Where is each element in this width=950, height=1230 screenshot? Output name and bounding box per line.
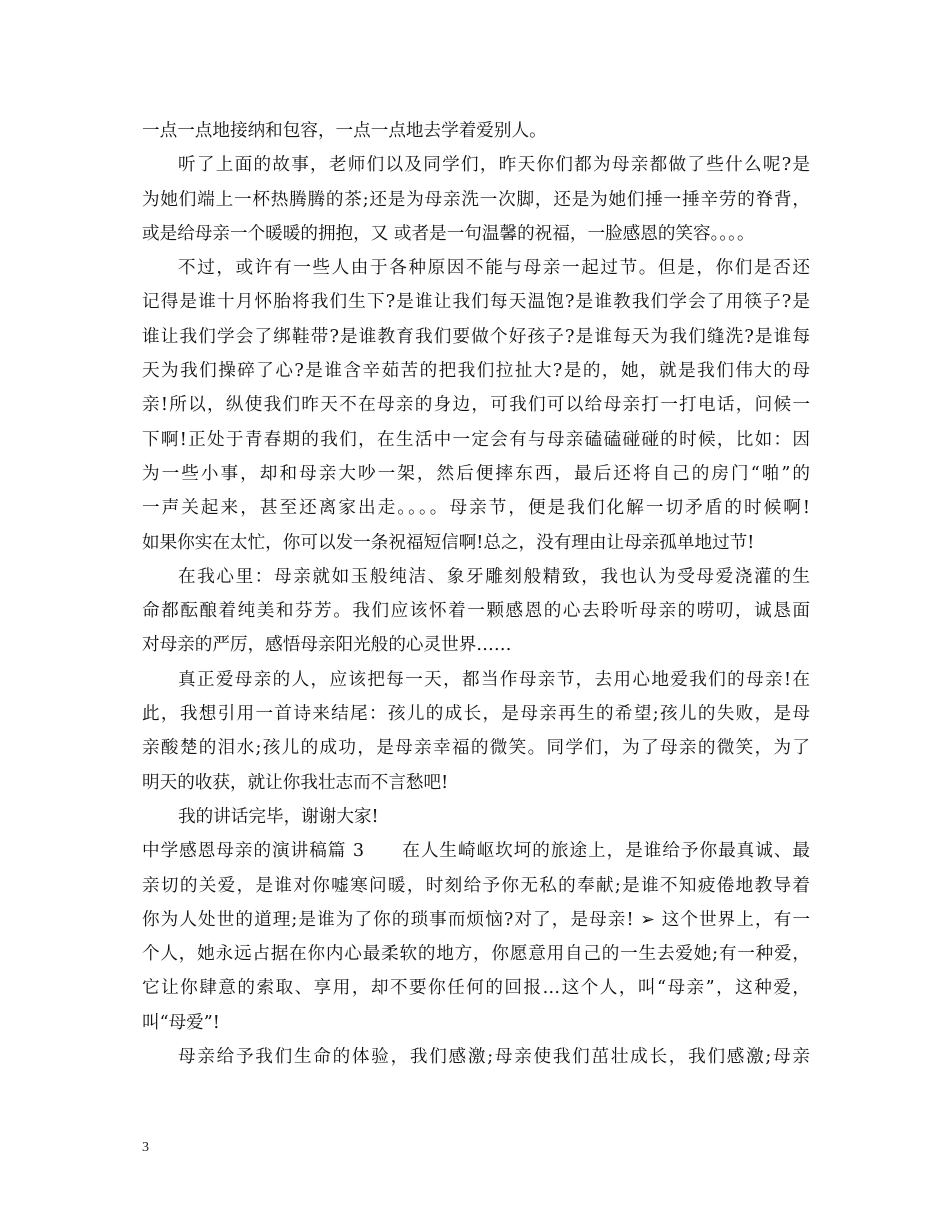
text-line: 天为我们操碎了心?是谁含辛茹苦的把我们拉扯大?是的，她，就是我们伟大的母 — [142, 361, 810, 382]
text-line: 亲酸楚的泪水;孩儿的成功，是母亲幸福的微笑。同学们，为了母亲的微笑，为了 — [142, 738, 810, 759]
text-line: 如果你实在太忙，你可以发一条祝福短信啊!总之，没有理由让母亲孤单地过节! — [142, 532, 755, 553]
text-line: 听了上面的故事，老师们以及同学们，昨天你们都为母亲都做了些什么呢?是 — [178, 155, 810, 176]
text-line: 它让你肆意的索取、享用，却不要你任何的回报…这个人，叫“母亲”，这种爱， — [142, 978, 810, 999]
text-line: 此，我想引用一首诗来结尾：孩儿的成长，是母亲再生的希望;孩儿的失败，是母 — [142, 704, 810, 725]
text-line: 谁让我们学会了绑鞋带?是谁教育我们要做个好孩子?是谁每天为我们缝洗?是谁每 — [142, 326, 810, 347]
text-line: 记得是谁十月怀胎将我们生下?是谁让我们每天温饱?是谁教我们学会了用筷子?是 — [142, 292, 810, 313]
text-line: 个人，她永远占据在你内心最柔软的地方，你愿意用自己的一生去爱她;有一种爱， — [142, 944, 810, 965]
text-line: 母亲给予我们生命的体验，我们感激;母亲使我们茁壮成长，我们感激;母亲 — [178, 1047, 810, 1068]
text-line: 我的讲话完毕，谢谢大家! — [178, 806, 379, 827]
document-body — [142, 114, 810, 1074]
text-line: 亲切的关爱，是谁对你嘘寒问暖，时刻给予你无私的奉献;是谁不知疲倦地教导着 — [142, 875, 810, 896]
text-line: 或是给母亲一个暖暖的拥抱，又 或者是一句温馨的祝福，一脸感恩的笑容。。。。 — [142, 223, 755, 244]
text-line: 亲!所以，纵使我们昨天不在母亲的身边，可我们可以给母亲打一打电话，问候一 — [142, 395, 810, 416]
text-line: 为她们端上一杯热腾腾的茶;还是为母亲洗一次脚，还是为她们捶一捶辛劳的脊背， — [142, 189, 810, 210]
text-line: 明天的收获，就让你我壮志而不言愁吧! — [142, 772, 449, 793]
text-line: 中学感恩母亲的演讲稿篇 3 在人生崎岖坎坷的旅途上，是谁给予你最真诚、最 — [142, 841, 810, 862]
text-line: 一声关起来，甚至还离家出走。。。。母亲节，便是我们化解一切矛盾的时候啊! — [142, 498, 810, 519]
text-line: 一点一点地接纳和包容，一点一点地去学着爱别人。 — [142, 121, 547, 141]
text-line: 叫“母爱”! — [142, 1012, 220, 1033]
text-line: 命都酝酿着纯美和芬芳。我们应该怀着一颗感恩的心去聆听母亲的唠叨，诚恳面 — [142, 601, 810, 622]
text-line: 真正爱母亲的人，应该把每一天，都当作母亲节，去用心地爱我们的母亲!在 — [178, 669, 810, 690]
page-number: 3 — [142, 1140, 149, 1155]
text-line: 下啊!正处于青春期的我们，在生活中一定会有与母亲磕磕碰碰的时候，比如：因 — [142, 429, 810, 450]
text-line: 你为人处世的道理;是谁为了你的琐事而烦恼?对了，是母亲! ➢ 这个世界上，有一 — [142, 909, 810, 930]
text-line: 对母亲的严厉，感悟母亲阳光般的心灵世界…… — [142, 635, 512, 656]
text-line: 不过，或许有一些人由于各种原因不能与母亲一起过节。但是，你们是否还 — [178, 258, 810, 279]
text-line: 为一些小事，却和母亲大吵一架，然后便摔东西，最后还将自己的房门“啪”的 — [142, 463, 810, 484]
text-line: 在我心里：母亲就如玉般纯洁、象牙雕刻般精致，我也认为受母爱浇灌的生 — [178, 566, 810, 587]
